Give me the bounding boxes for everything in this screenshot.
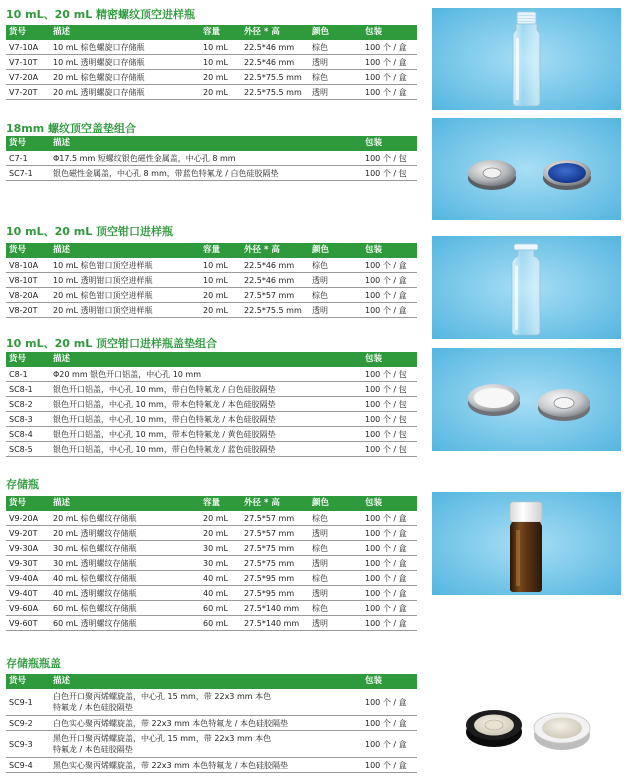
cell-capacity: 10 mL <box>203 275 228 285</box>
header-sku: 货号 <box>9 27 27 37</box>
product-table <box>6 136 417 181</box>
cell-pack: 100 个 / 盒 <box>365 305 407 315</box>
cell-color: 棕色 <box>312 513 328 523</box>
header-size: 外径 * 高 <box>244 27 280 37</box>
table-row <box>6 731 417 758</box>
cell-pack: 100 个 / 盒 <box>365 543 407 553</box>
table-row <box>6 758 417 773</box>
cell-color: 棕色 <box>312 603 328 613</box>
cell-size: 22.5*46 mm <box>244 57 295 67</box>
cell-desc: 20 mL 透明螺纹存储瓶 <box>53 528 137 538</box>
section-title: 10 mL、20 mL 顶空钳口进样瓶 <box>6 225 174 238</box>
cell-capacity: 20 mL <box>203 528 228 538</box>
cell-sku: SC9-1 <box>9 697 33 707</box>
table-row <box>6 586 417 601</box>
table-header <box>6 352 417 367</box>
table-header <box>6 243 417 258</box>
table-row <box>6 397 417 412</box>
cell-size: 22.5*46 mm <box>244 275 295 285</box>
cell-size: 27.5*57 mm <box>244 528 295 538</box>
cell-size: 27.5*57 mm <box>244 513 295 523</box>
cell-desc: 银色开口铝盖，中心孔 10 mm，带白色特氟龙 / 白色硅胶隔垫 <box>53 384 276 394</box>
cell-color: 透明 <box>312 528 328 538</box>
header-pack: 包装 <box>365 498 383 508</box>
section-title: 18mm 螺纹顶空盖垫组合 <box>6 122 137 135</box>
table-row <box>6 716 417 731</box>
cell-desc: 银色磁性金属盖，中心孔 8 mm，带蓝色特氟龙 / 白色硅胶隔垫 <box>53 168 279 178</box>
cell-pack: 100 个 / 盒 <box>365 573 407 583</box>
cell-pack: 100 个 / 盒 <box>365 42 407 52</box>
cell-pack: 100 个 / 盒 <box>365 260 407 270</box>
table-row <box>6 601 417 616</box>
cell-pack: 100 个 / 包 <box>365 414 407 424</box>
product-photo-amber-storage-bottle <box>432 492 621 595</box>
header-pack: 包装 <box>365 354 383 364</box>
cell-color: 透明 <box>312 87 328 97</box>
header-color: 颜色 <box>312 245 330 255</box>
table-row <box>6 40 417 55</box>
cell-size: 27.5*140 mm <box>244 618 300 628</box>
cell-pack: 100 个 / 盒 <box>365 558 407 568</box>
cell-sku: SC8-3 <box>9 414 33 424</box>
cell-size: 27.5*75 mm <box>244 558 295 568</box>
table-row <box>6 85 417 100</box>
product-table <box>6 352 417 457</box>
header-sku: 货号 <box>9 138 27 148</box>
header-pack: 包装 <box>365 245 383 255</box>
cell-pack: 100 个 / 盒 <box>365 618 407 628</box>
table-row <box>6 258 417 273</box>
cell-capacity: 20 mL <box>203 72 228 82</box>
cell-size: 22.5*46 mm <box>244 42 295 52</box>
cell-sku: SC9-2 <box>9 718 33 728</box>
cell-pack: 100 个 / 包 <box>365 369 407 379</box>
cell-capacity: 20 mL <box>203 87 228 97</box>
cell-capacity: 60 mL <box>203 618 228 628</box>
cell-size: 22.5*75.5 mm <box>244 72 302 82</box>
section-title: 存储瓶 <box>6 478 39 491</box>
cell-size: 27.5*95 mm <box>244 588 295 598</box>
cell-sku: V8-20T <box>9 305 38 315</box>
cell-desc: 20 mL 透明钳口顶空进样瓶 <box>53 305 153 315</box>
cell-desc: 20 mL 棕色钳口顶空进样瓶 <box>53 290 153 300</box>
cell-pack: 100 个 / 盒 <box>365 528 407 538</box>
section-title: 10 mL、20 mL 精密螺纹顶空进样瓶 <box>6 8 196 21</box>
cell-size: 27.5*57 mm <box>244 290 295 300</box>
product-table <box>6 674 417 773</box>
cell-size: 22.5*46 mm <box>244 260 295 270</box>
cell-sku: V9-60T <box>9 618 38 628</box>
cell-sku: SC8-1 <box>9 384 33 394</box>
cell-desc: 30 mL 棕色螺纹存储瓶 <box>53 543 137 553</box>
cell-pack: 100 个 / 包 <box>365 168 407 178</box>
cell-desc: 40 mL 透明螺纹存储瓶 <box>53 588 137 598</box>
cell-desc: 10 mL 棕色钳口顶空进样瓶 <box>53 260 153 270</box>
header-pack: 包装 <box>365 27 383 37</box>
header-capacity: 容量 <box>203 498 221 508</box>
cell-capacity: 10 mL <box>203 42 228 52</box>
table-row <box>6 442 417 457</box>
cell-sku: V7-20A <box>9 72 39 82</box>
cell-capacity: 20 mL <box>203 305 228 315</box>
table-row <box>6 689 417 716</box>
cell-sku: V9-20A <box>9 513 39 523</box>
cell-capacity: 30 mL <box>203 543 228 553</box>
cell-desc: 20 mL 棕色螺旋口存储瓶 <box>53 72 145 82</box>
product-table <box>6 25 417 100</box>
table-row <box>6 571 417 586</box>
table-header <box>6 136 417 151</box>
cell-desc: 20 mL 透明螺旋口存储瓶 <box>53 87 145 97</box>
cell-desc: 10 mL 透明螺旋口存储瓶 <box>53 57 145 67</box>
product-photo-metal-caps-blue-septa <box>432 118 621 220</box>
cell-sku: V9-40T <box>9 588 38 598</box>
header-pack: 包装 <box>365 138 383 148</box>
cell-desc: 60 mL 棕色螺纹存储瓶 <box>53 603 137 613</box>
header-color: 颜色 <box>312 27 330 37</box>
table-row <box>6 526 417 541</box>
cell-color: 棕色 <box>312 42 328 52</box>
cell-color: 棕色 <box>312 72 328 82</box>
cell-pack: 100 个 / 盒 <box>365 290 407 300</box>
header-desc: 描述 <box>53 354 71 364</box>
header-capacity: 容量 <box>203 245 221 255</box>
table-row <box>6 511 417 526</box>
table-header <box>6 496 417 511</box>
table-row <box>6 412 417 427</box>
cell-sku: V8-10T <box>9 275 38 285</box>
cell-sku: V8-10A <box>9 260 39 270</box>
table-row <box>6 303 417 318</box>
cell-sku: C7-1 <box>9 153 28 163</box>
header-capacity: 容量 <box>203 27 221 37</box>
cell-pack: 100 个 / 盒 <box>365 718 407 728</box>
cell-sku: V9-20T <box>9 528 38 538</box>
cell-desc: 30 mL 透明螺纹存储瓶 <box>53 558 137 568</box>
cell-pack: 100 个 / 包 <box>365 429 407 439</box>
header-desc: 描述 <box>53 138 71 148</box>
table-row <box>6 367 417 382</box>
cell-size: 27.5*140 mm <box>244 603 300 613</box>
table-header <box>6 25 417 40</box>
cell-pack: 100 个 / 盒 <box>365 697 407 707</box>
table-row <box>6 427 417 442</box>
cell-desc: 黑色实心聚丙烯螺旋盖，带 22x3 mm 本色特氟龙 / 本色硅胶隔垫 <box>53 760 288 770</box>
product-table <box>6 496 417 631</box>
cell-color: 棕色 <box>312 290 328 300</box>
cell-desc: 银色开口铝盖，中心孔 10 mm，带白色特氟龙 / 蓝色硅胶隔垫 <box>53 444 276 454</box>
table-row <box>6 382 417 397</box>
header-color: 颜色 <box>312 498 330 508</box>
cell-pack: 100 个 / 盒 <box>365 513 407 523</box>
table-row <box>6 288 417 303</box>
table-row <box>6 541 417 556</box>
cell-capacity: 20 mL <box>203 290 228 300</box>
cell-sku: V7-10T <box>9 57 38 67</box>
header-desc: 描述 <box>53 676 71 686</box>
cell-sku: V8-20A <box>9 290 39 300</box>
cell-capacity: 10 mL <box>203 260 228 270</box>
product-photo-clear-crimp-vial <box>432 236 621 339</box>
cell-pack: 100 个 / 盒 <box>365 275 407 285</box>
cell-pack: 100 个 / 盒 <box>365 87 407 97</box>
product-table <box>6 243 417 318</box>
cell-sku: SC7-1 <box>9 168 33 178</box>
header-desc: 描述 <box>53 27 71 37</box>
table-row <box>6 273 417 288</box>
header-sku: 货号 <box>9 354 27 364</box>
cell-color: 透明 <box>312 588 328 598</box>
cell-pack: 100 个 / 盒 <box>365 57 407 67</box>
cell-pack: 100 个 / 盒 <box>365 603 407 613</box>
cell-size: 22.5*75.5 mm <box>244 305 302 315</box>
cell-color: 棕色 <box>312 573 328 583</box>
cell-capacity: 10 mL <box>203 57 228 67</box>
header-sku: 货号 <box>9 245 27 255</box>
cell-capacity: 40 mL <box>203 573 228 583</box>
cell-desc: 10 mL 透明钳口顶空进样瓶 <box>53 275 153 285</box>
cell-desc: 黑色开口聚丙烯螺旋盖，中心孔 15 mm，带 22x3 mm 本色特氟龙 / 本色硅胶隔垫 <box>53 734 272 754</box>
cell-sku: V9-60A <box>9 603 39 613</box>
cell-color: 棕色 <box>312 543 328 553</box>
header-size: 外径 * 高 <box>244 245 280 255</box>
cell-size: 27.5*75 mm <box>244 543 295 553</box>
header-sku: 货号 <box>9 498 27 508</box>
table-row <box>6 70 417 85</box>
cell-desc: 银色开口铝盖，中心孔 10 mm，带本色特氟龙 / 黄色硅胶隔垫 <box>53 429 276 439</box>
section-title: 10 mL、20 mL 顶空钳口进样瓶盖垫组合 <box>6 337 218 350</box>
cell-color: 棕色 <box>312 260 328 270</box>
cell-desc: 白色开口聚丙烯螺旋盖，中心孔 15 mm，带 22x3 mm 本色特氟龙 / 本色硅胶隔垫 <box>53 692 272 712</box>
cell-pack: 100 个 / 包 <box>365 399 407 409</box>
cell-color: 透明 <box>312 57 328 67</box>
header-sku: 货号 <box>9 676 27 686</box>
cell-pack: 100 个 / 盒 <box>365 760 407 770</box>
table-row <box>6 55 417 70</box>
product-photo-black-white-screw-caps <box>432 672 621 776</box>
table-row <box>6 556 417 571</box>
cell-desc: 20 mL 棕色螺纹存储瓶 <box>53 513 137 523</box>
cell-size: 22.5*75.5 mm <box>244 87 302 97</box>
table-row <box>6 151 417 166</box>
cell-sku: SC8-4 <box>9 429 33 439</box>
cell-capacity: 20 mL <box>203 513 228 523</box>
cell-desc: 60 mL 透明螺纹存储瓶 <box>53 618 137 628</box>
table-header <box>6 674 417 689</box>
header-desc: 描述 <box>53 245 71 255</box>
table-row <box>6 166 417 181</box>
cell-desc: 40 mL 棕色螺纹存储瓶 <box>53 573 137 583</box>
cell-desc: 10 mL 棕色螺旋口存储瓶 <box>53 42 145 52</box>
cell-capacity: 30 mL <box>203 558 228 568</box>
cell-sku: SC9-4 <box>9 760 33 770</box>
product-photo-aluminum-crimp-caps <box>432 348 621 451</box>
cell-color: 透明 <box>312 305 328 315</box>
cell-capacity: 40 mL <box>203 588 228 598</box>
cell-desc: Φ17.5 mm 短螺纹银色磁性金属盖，中心孔 8 mm <box>53 153 236 163</box>
cell-color: 透明 <box>312 618 328 628</box>
cell-pack: 100 个 / 盒 <box>365 72 407 82</box>
cell-sku: V7-10A <box>9 42 39 52</box>
table-row <box>6 616 417 631</box>
cell-color: 透明 <box>312 275 328 285</box>
cell-sku: C8-1 <box>9 369 28 379</box>
header-desc: 描述 <box>53 498 71 508</box>
cell-sku: V9-30A <box>9 543 39 553</box>
cell-pack: 100 个 / 盒 <box>365 739 407 749</box>
cell-color: 透明 <box>312 558 328 568</box>
cell-desc: 白色实心聚丙烯螺旋盖，带 22x3 mm 本色特氟龙 / 本色硅胶隔垫 <box>53 718 288 728</box>
cell-desc: Φ20 mm 银色开口铝盖，中心孔 10 mm <box>53 369 201 379</box>
cell-size: 27.5*95 mm <box>244 573 295 583</box>
cell-sku: SC9-3 <box>9 739 33 749</box>
cell-desc: 银色开口铝盖，中心孔 10 mm，带白色特氟龙 / 本色硅胶隔垫 <box>53 414 276 424</box>
cell-desc: 银色开口铝盖，中心孔 10 mm，带本色特氟龙 / 本色硅胶隔垫 <box>53 399 276 409</box>
cell-sku: V7-20T <box>9 87 38 97</box>
cell-pack: 100 个 / 盒 <box>365 588 407 598</box>
cell-capacity: 60 mL <box>203 603 228 613</box>
cell-sku: V9-40A <box>9 573 39 583</box>
header-size: 外径 * 高 <box>244 498 280 508</box>
cell-sku: SC8-2 <box>9 399 33 409</box>
cell-pack: 100 个 / 包 <box>365 153 407 163</box>
cell-pack: 100 个 / 包 <box>365 384 407 394</box>
header-pack: 包装 <box>365 676 383 686</box>
cell-pack: 100 个 / 包 <box>365 444 407 454</box>
cell-sku: V9-30T <box>9 558 38 568</box>
cell-sku: SC8-5 <box>9 444 33 454</box>
product-photo-clear-screw-vial <box>432 8 621 110</box>
section-title: 存储瓶瓶盖 <box>6 657 61 670</box>
